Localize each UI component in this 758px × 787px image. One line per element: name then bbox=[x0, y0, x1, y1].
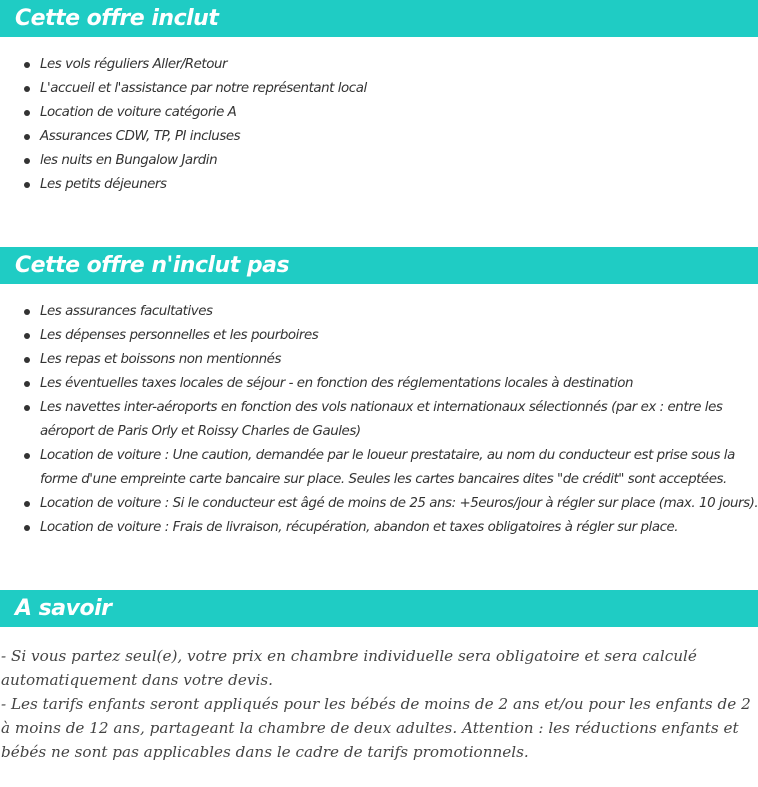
list-item: Les assurances facultatives bbox=[0, 300, 758, 324]
a-savoir-paragraph: - Si vous partez seul(e), votre prix en chambre individuelle sera obligatoire et sera calculé automatiquement dans votre devis. bbox=[1, 647, 697, 689]
bullet-icon bbox=[24, 453, 30, 459]
list-item: Location de voiture : Une caution, demandée par le loueur prestataire, au nom du conducteur est prise sous la forme d'une empreinte carte bancaire sur place. Seules les cartes bancaires dites "de crédit" sont acceptées. bbox=[0, 444, 758, 492]
bullet-icon bbox=[24, 182, 30, 188]
section-header-not-included: Cette offre n'inclut pas bbox=[0, 247, 758, 284]
bullet-icon bbox=[24, 357, 30, 363]
included-list bbox=[0, 53, 758, 197]
bullet-icon bbox=[24, 525, 30, 531]
bullet-icon bbox=[24, 134, 30, 140]
not-included-list bbox=[0, 300, 758, 540]
bullet-icon bbox=[24, 405, 30, 411]
list-item: Assurances CDW, TP, PI incluses bbox=[0, 125, 758, 149]
bullet-icon bbox=[24, 62, 30, 68]
list-item: Les navettes inter-aéroports en fonction des vols nationaux et internationaux sélectionnés (par ex : entre les aéroport de Paris Orly et Roissy Charles de Gaules) bbox=[0, 396, 758, 444]
bullet-icon bbox=[24, 381, 30, 387]
bullet-icon bbox=[24, 110, 30, 116]
list-item: Les petits déjeuners bbox=[0, 173, 758, 197]
list-item: les nuits en Bungalow Jardin bbox=[0, 149, 758, 173]
bullet-icon bbox=[24, 333, 30, 339]
list-item: Location de voiture : Si le conducteur est âgé de moins de 25 ans: +5euros/jour à régler sur place (max. 10 jours). bbox=[0, 492, 758, 516]
bullet-icon bbox=[24, 158, 30, 164]
a-savoir-paragraph: - Les tarifs enfants seront appliqués pour les bébés de moins de 2 ans et/ou pour les enfants de 2 à moins de 12 ans, partageant la chambre de deux adultes. Attention : les réductions enfants et bébés ne sont pas applicables dans le cadre de tarifs promotionnels. bbox=[1, 695, 751, 761]
list-item: Les repas et boissons non mentionnés bbox=[0, 348, 758, 372]
a-savoir-text bbox=[1, 644, 751, 764]
section-header-a-savoir: A savoir bbox=[0, 590, 758, 627]
bullet-icon bbox=[24, 86, 30, 92]
section-header-included: Cette offre inclut bbox=[0, 0, 758, 37]
list-item: Location de voiture : Frais de livraison, récupération, abandon et taxes obligatoires à régler sur place. bbox=[0, 516, 758, 540]
bullet-icon bbox=[24, 309, 30, 315]
list-item: Les dépenses personnelles et les pourboires bbox=[0, 324, 758, 348]
list-item: Les éventuelles taxes locales de séjour - en fonction des réglementations locales à destination bbox=[0, 372, 758, 396]
bullet-icon bbox=[24, 501, 30, 507]
list-item: Les vols réguliers Aller/Retour bbox=[0, 53, 758, 77]
list-item: Location de voiture catégorie A bbox=[0, 101, 758, 125]
list-item: L'accueil et l'assistance par notre représentant local bbox=[0, 77, 758, 101]
